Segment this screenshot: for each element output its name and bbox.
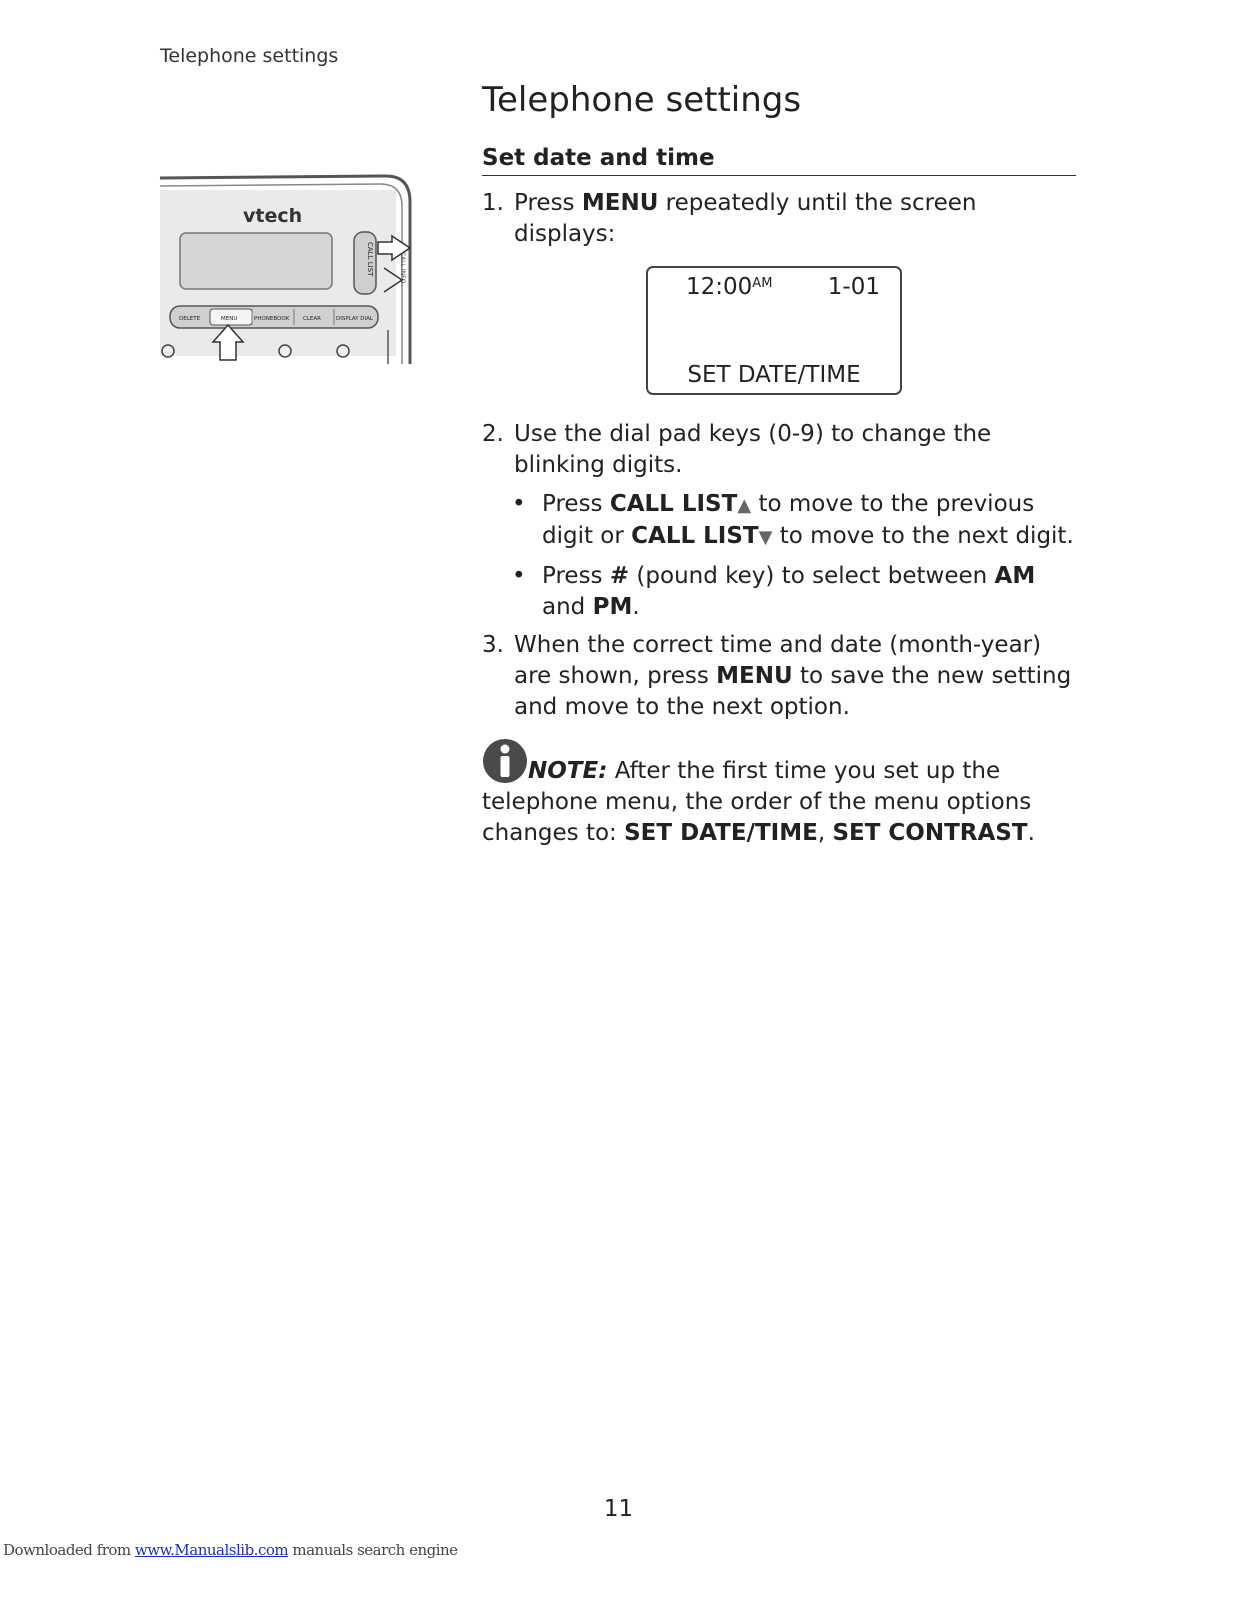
phone-key-clear: CLEAR	[303, 316, 321, 322]
step-number: 2.	[482, 421, 504, 447]
key-name: CALL LIST	[609, 491, 738, 517]
lcd-display	[646, 266, 902, 395]
bullet-text: (pound key) to select between	[629, 563, 995, 589]
phone-illustration	[158, 170, 414, 364]
step-text: to save the new setting and move to the next option.	[514, 663, 1072, 720]
up-triangle-icon: ▲	[737, 495, 752, 516]
menu-option-name: SET CONTRAST	[832, 820, 1028, 846]
step-number: 3.	[482, 632, 504, 658]
phone-key-delete: DELETE	[179, 316, 201, 322]
bullet-dot: •	[512, 563, 526, 589]
instructions	[482, 188, 1082, 723]
key-name: #	[609, 563, 630, 589]
phone-brand-logo: vtech	[243, 205, 303, 227]
phone-key-display-dial: DISPLAY DIAL	[336, 316, 373, 322]
phone-key-phonebook: PHONEBOOK	[254, 316, 290, 322]
phone-call-info-label: CALL INFO	[399, 252, 406, 284]
lcd-time-value: 12:00	[686, 274, 753, 300]
step-2	[482, 419, 1082, 481]
bullet-text: .	[632, 594, 640, 620]
page-number: 11	[603, 1496, 634, 1522]
phone-call-list-label: CALL LIST	[366, 242, 374, 277]
down-triangle-icon: ▼	[758, 527, 773, 548]
download-footer	[3, 1541, 458, 1559]
step-text: repeatedly until the screen displays:	[514, 190, 977, 247]
note-text: After the first time you set up the telephone menu, the order of the menu options changes to:	[482, 758, 1032, 846]
manualslib-link[interactable]: www.Manualslib.com	[134, 1541, 289, 1559]
bullet-text: Press	[542, 563, 610, 589]
menu-option-name: SET DATE/TIME	[624, 820, 818, 846]
key-name: CALL LIST	[631, 523, 759, 549]
step-text: Use the dial pad keys (0-9) to change the blinking digits.	[514, 421, 992, 478]
bullet-text: and	[542, 594, 593, 620]
step-text: Press	[514, 190, 582, 216]
footer-text: manuals search engine	[288, 1541, 458, 1559]
note-text: .	[1027, 820, 1035, 846]
key-name: MENU	[716, 663, 793, 689]
step-text: When the correct time and date (month-year) are shown, press	[514, 632, 1042, 689]
lcd-message: SET DATE/TIME	[687, 362, 861, 388]
bullet-text: to move to the next digit.	[772, 523, 1074, 549]
lcd-ampm: AM	[752, 276, 773, 291]
note-text: ,	[817, 820, 833, 846]
info-icon	[482, 738, 528, 784]
lcd-time	[686, 272, 772, 303]
phone-key-menu: MENU	[221, 316, 238, 322]
step-1	[482, 188, 1082, 250]
lcd-date: 1-01	[827, 274, 880, 300]
page-title: Telephone settings	[482, 80, 802, 120]
bullet-dot: •	[512, 491, 526, 517]
key-name: PM	[592, 594, 633, 620]
step-3	[482, 630, 1082, 723]
key-name: AM	[994, 563, 1036, 589]
footer-text: Downloaded from	[3, 1541, 135, 1559]
bullet-text: Press	[542, 491, 610, 517]
bullet-call-list	[482, 489, 1082, 553]
section-heading: Set date and time	[482, 145, 1076, 176]
note-label: NOTE:	[528, 758, 608, 784]
step-number: 1.	[482, 190, 504, 216]
bullet-pound-key	[482, 561, 1082, 623]
running-header: Telephone settings	[160, 45, 339, 67]
note-box	[482, 738, 1082, 849]
key-name: MENU	[581, 190, 659, 216]
bullet-text: to move to the previous digit or	[542, 491, 1035, 549]
